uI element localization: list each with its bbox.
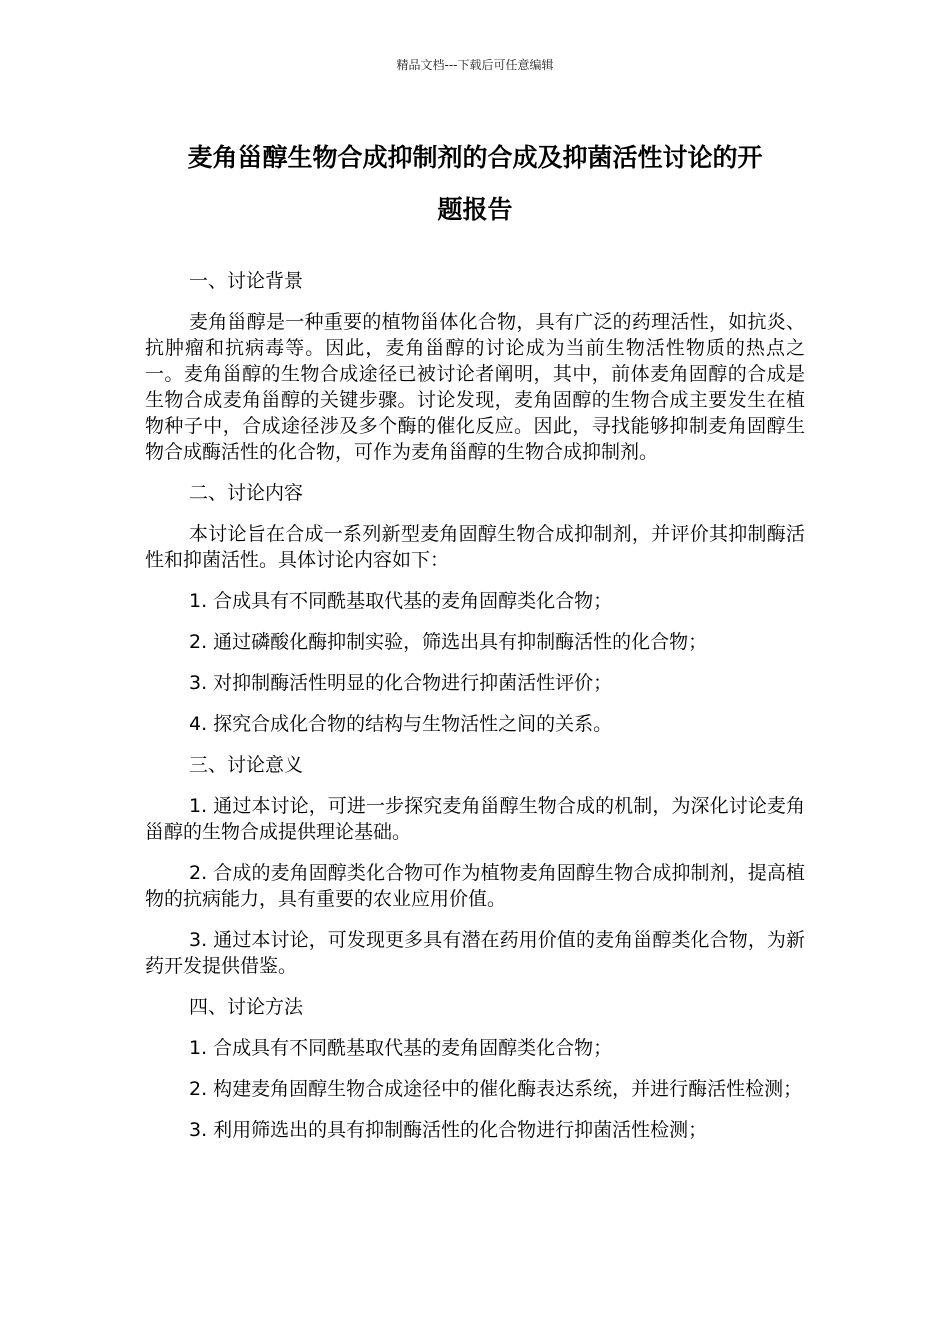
section-heading-content: 二、讨论内容	[189, 482, 304, 504]
page-header: 精品文档---下载后可任意编辑	[396, 58, 554, 72]
list-item: 2. 构建麦角固醇生物合成途径中的催化酶表达系统，并进行酶活性检测；	[189, 1078, 803, 1100]
list-item: 1. 合成具有不同酰基取代基的麦角固醇类化合物；	[189, 1037, 613, 1059]
title-line-1: 麦角甾醇生物合成抑制剂的合成及抑菌活性讨论的开	[187, 143, 763, 172]
title-line-2: 题报告	[437, 195, 513, 224]
document-body	[145, 268, 805, 1158]
section-heading-significance: 三、讨论意义	[189, 754, 304, 776]
paragraph-background: 麦角甾醇是一种重要的植物甾体化合物，具有广泛的药理活性，如抗炎、抗肿瘤和抗病毒等。因此，麦角甾醇的讨论成为当前生物活性物质的热点之一。麦角甾醇的生物合成途径已被讨论者阐明，其中，前体麦角固醇的合成是生物合成麦角甾醇的关键步骤。讨论发现，麦角固醇的生物合成主要发生在植物种子中，合成途径涉及多个酶的催化反应。因此，寻找能够抑制麦角固醇生物合成酶活性的化合物，可作为麦角甾醇的生物合成抑制剂。	[145, 311, 805, 463]
section-heading-background: 一、讨论背景	[189, 270, 304, 292]
list-item: 1. 合成具有不同酰基取代基的麦角固醇类化合物；	[189, 590, 613, 612]
section-heading-methods: 四、讨论方法	[189, 996, 304, 1018]
list-item: 3. 对抑制酶活性明显的化合物进行抑菌活性评价；	[189, 672, 613, 694]
paragraph-content: 本讨论旨在合成一系列新型麦角固醇生物合成抑制剂，并评价其抑制酶活性和抑菌活性。具体讨论内容如下：	[145, 523, 805, 571]
list-item: 4. 探究合成化合物的结构与生物活性之间的关系。	[189, 713, 613, 735]
list-item: 1. 通过本讨论，可进一步探究麦角甾醇生物合成的机制，为深化讨论麦角甾醇的生物合成提供理论基础。	[145, 795, 805, 843]
list-item: 2. 通过磷酸化酶抑制实验，筛选出具有抑制酶活性的化合物；	[189, 631, 708, 653]
list-item: 3. 利用筛选出的具有抑制酶活性的化合物进行抑菌活性检测；	[189, 1119, 708, 1141]
list-item: 2. 合成的麦角固醇类化合物可作为植物麦角固醇生物合成抑制剂，提高植物的抗病能力，具有重要的农业应用价值。	[145, 862, 805, 910]
list-item: 3. 通过本讨论，可发现更多具有潜在药用价值的麦角甾醇类化合物，为新药开发提供借鉴。	[145, 929, 805, 977]
document-title	[140, 132, 810, 236]
